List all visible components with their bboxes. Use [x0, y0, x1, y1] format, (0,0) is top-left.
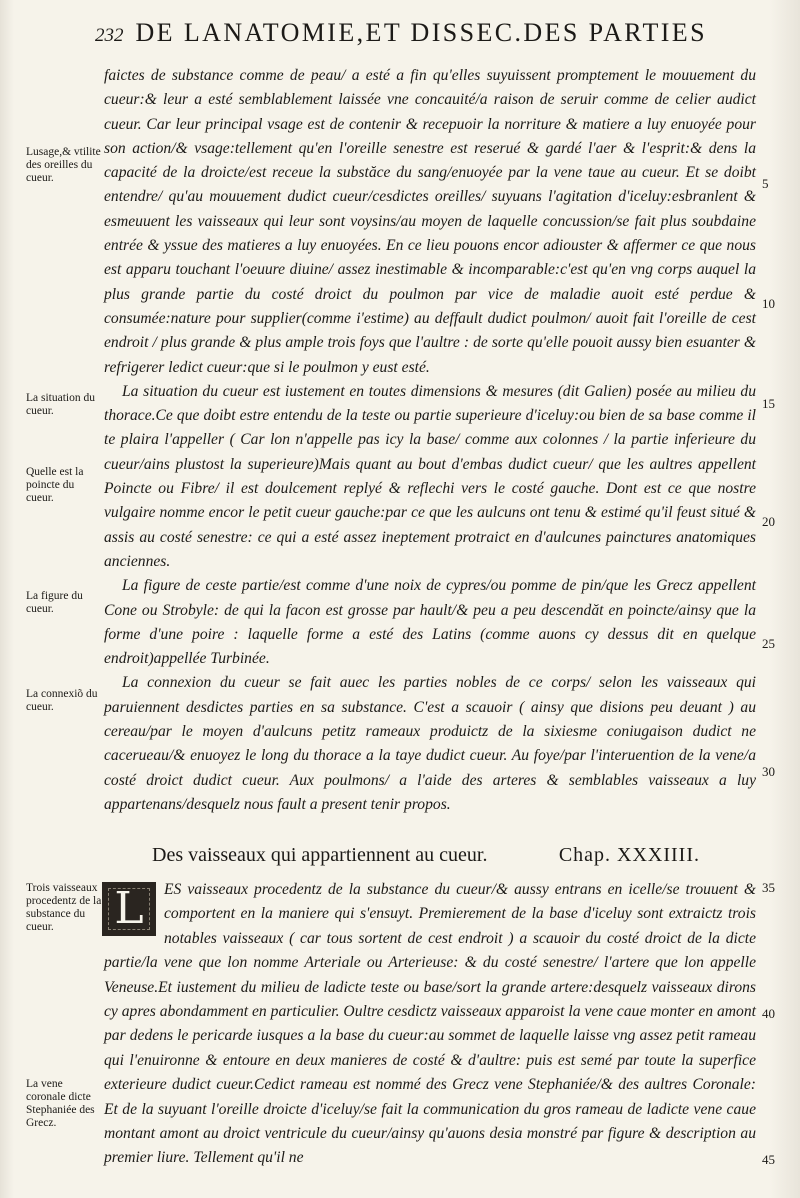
margin-note-connexion: La connexiõ du cueur.	[26, 688, 98, 713]
margin-note-oreilles: Lusage,& vtilite des oreilles du cueur.	[26, 146, 101, 184]
margin-note-figure: La figure du cueur.	[26, 590, 83, 615]
chapter-title: Des vaisseaux qui appartiennent au cueur.	[152, 844, 488, 866]
margin-note-situation: La situation du cueur.	[26, 392, 95, 417]
margin-note-coronale: La vene coronale dicte Stephaniée des Grecz.	[26, 1078, 95, 1129]
paragraph-oreilles: faictes de substance comme de peau/ a esté a fin qu'elles suyuissent promptement le mouuement du cueur:& leur a esté semblablement laissée vne concauité/a raison de seruir comme de celier audict cueur. Car leur principal vsage est de contenir & recepuoir la norriture & matiere a luy enuoyée pour son action/& vsage:tellement qu'en l'oreille senestre est reserué & gardé l'aer & l'esprit:& dens la capacité de la droicte/est receue la substăce du sang/enuoyée par la vene taue au cueur. Et se doibt entendre/ qu'au mouuement dudict cueur/cesdictes oreilles/ suyuans l'agitation d'iceluy:esbranlent & esmeuuent les vaisseaux qui leur sont voysins/au moyen de laquelle concussion/se fait plus soubdaine entrée & yssue des matieres a luy enuoyées. En ce lieu pouons encor adiouster & affermer ce que nous est apparu touchant l'oeuure diuine/ assez inestimable & incomparable:c'est qu'en vng corps auquel la plus grande partie du costé droict du poulmon par vice de maladie auoit esté perdue & consumée:nature pour supplier(comme i'estime) au deffault dudict poulmon/ auoit fait l'oreille de cest endroit / plus grande & plus ample trois foys que l'aultre : de sorte qu'elle pouoit aussy bien esuanter & refrigerer ledict cueur:que si le poulmon y eust esté.	[104, 67, 756, 376]
line-number: 20	[762, 514, 775, 529]
paragraph-figure: La figure de ceste partie/est comme d'une noix de cypres/ou pomme de pin/que les Grecz appellent Cone ou Strobyle: de qui la facon est grosse par hault/& peu a peu descendăt en poincte/ainsy que la forme d'une poire : laquelle forme a esté des Latins (comme auons cy dessus dit en quelque endroit)appellée Turbinée.	[104, 577, 756, 668]
page-number: 232	[95, 25, 124, 46]
paragraph-situation: La situation du cueur est iustement en toutes dimensions & mesures (dit Galien) posée au milieu du thorace.Ce que doibt estre entendu de la teste ou partie superieure d'iceluy:ou bien de sa base comme il te plaira l'appeller ( Car lon n'appelle pas icy la base/ comme aux colonnes / la partie inferieure du cueur/ains plustost la superieure)Mais quant au bout d'embas dudict cueur/ que les aultres appellent Poincte ou Fibre/ il est doulcement replyé & reflechi vers le costé gauche. Dont est ce que nostre vulgaire nomme encor le petit cueur gauche:par ce que les aulcuns ont tenu & estimé qu'il feust situé & assis au costé senestre: ce qui a esté assez ineptement protraict en d'aulcunes painctures anatomiques anciennes.	[104, 382, 756, 570]
line-number: 10	[762, 296, 775, 311]
main-text-upper	[104, 64, 756, 817]
line-number: 30	[762, 764, 775, 779]
running-title: DE LANATOMIE,ET DISSEC.DES PARTIES	[135, 18, 707, 47]
paragraph-connexion: La connexion du cueur se fait auec les parties nobles de ce corps/ selon les vaisseaux qui paruiennent desdictes parties en sa substance. C'est a scauoir ( ainsy que disions peu deuant ) au cereau/par le moyen d'aulcuns petitz rameaux produictz de la sixiesme coniugaison dudict ne cacerueau/& enuoyez le long du thorace a la taye dudict cueur. Au foye/par l'interuention de la vene/a costé droict dudict cueur. Aux poulmons/ a l'aide des arteres & semblables vaisseaux a luy appartenans/desquelz nous fault a present tenir propos.	[104, 674, 756, 813]
chapter-number: Chap. XXXIIII.	[558, 844, 700, 866]
line-number: 35	[762, 880, 775, 895]
margin-note-poincte: Quelle est la poincte du cueur.	[26, 466, 84, 504]
page-header	[95, 18, 775, 58]
chapter-body: ES vaisseaux procedentz de la substance du cueur/& aussy entrans en icelle/se trouuent & comportent en la maniere qui s'ensuyt. Premierement de la base d'iceluy sont extraictz trois notables vaisseaux ( car tous sortent de cest endroit ) a scauoir du costé droict de la dicte partie/la vene que lon nomme Arteriale ou Arterieuse: & du costé senestre/ l'artere que lon appelle Veneuse.Et iustement du milieu de ladicte teste ou base/sort la grande artere:desquelz vaisseaux dirons cy apres abondamment en particulier. Oultre cesdictz vaisseaux apparoist la vene caue monter en amont par dedens le pericarde iusques a la base du cueur:au sommet de laquelle laisse vng assez petit rameau qui l'enuironne & entoure en deux manieres de costé & d'aultre: puis est semé par toute la superfice exterieure dudict cueur.Cedict rameau est nommé des Grecz vene Stephaniée/& des aultres Coronale: Et de la suyuant l'oreille droicte d'iceluy/se fait la communication du gros rameau de ladicte vene caue montant amont au droict ventricule du cueur/ainsy qu'auons desia monstré par figure & description au premier liure. Tellement qu'il ne	[104, 881, 756, 1167]
line-number: 5	[762, 176, 769, 191]
line-number: 15	[762, 396, 775, 411]
decorated-initial: L	[102, 882, 156, 936]
line-number: 40	[762, 1006, 775, 1021]
line-number: 45	[762, 1152, 775, 1167]
chapter-heading	[100, 844, 760, 872]
main-text-lower	[104, 878, 756, 1171]
line-number: 25	[762, 636, 775, 651]
margin-note-vaisseaux: Trois vaisseaux procedentz de la substance du cueur.	[26, 882, 102, 933]
